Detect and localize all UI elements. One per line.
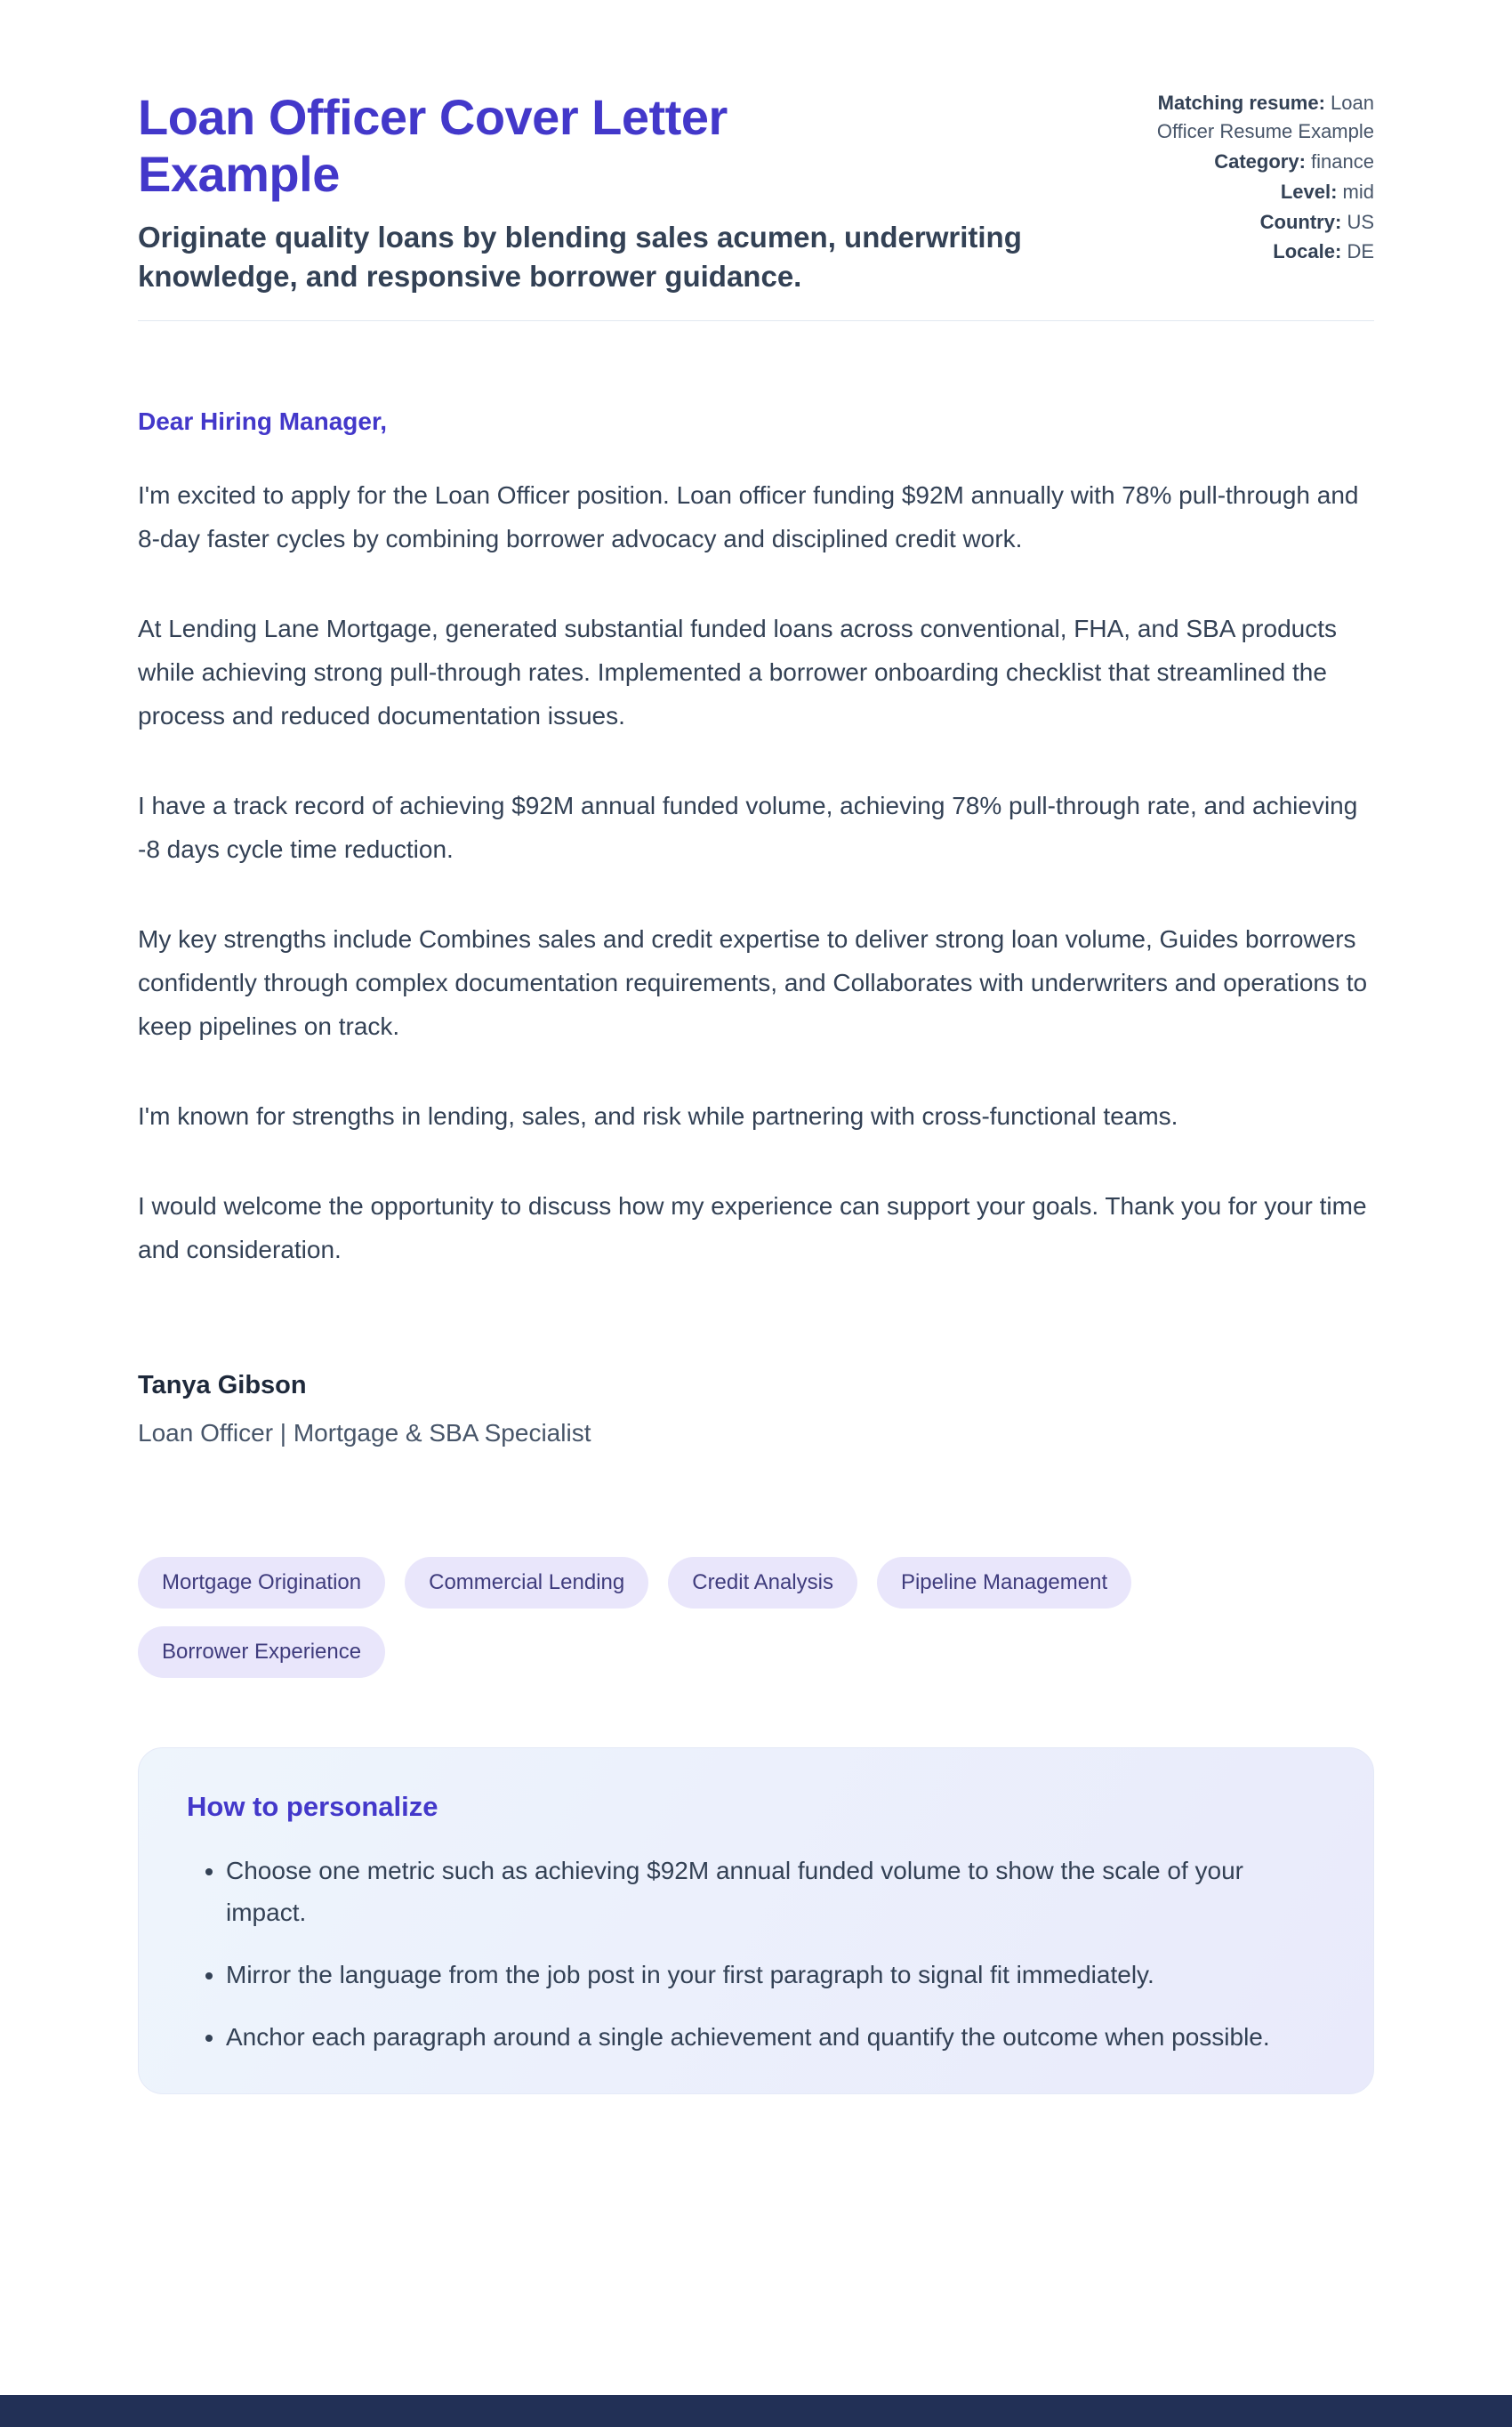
meta-value-locale: DE: [1347, 240, 1374, 263]
personalize-tip-list: [187, 1850, 1325, 2058]
meta-label-country: Country:: [1259, 210, 1342, 233]
tag-mortgage-origination: Mortgage Origination: [138, 1557, 385, 1609]
letter-paragraph-5: I'm known for strengths in lending, sales, and risk while partnering with cross-functional teams.: [138, 1101, 1178, 1130]
meta-value-category: finance: [1311, 149, 1374, 173]
tag-pipeline-management: Pipeline Management: [877, 1557, 1131, 1609]
meta-label-category: Category:: [1214, 149, 1306, 173]
tag-borrower-experience: Borrower Experience: [138, 1626, 385, 1678]
meta-label-level: Level:: [1280, 180, 1338, 203]
letter-body: [138, 399, 1374, 2094]
header-left: [138, 89, 1098, 297]
letter-paragraph-1: I'm excited to apply for the Loan Officer position. Loan officer funding $92M annually with 78% pull-through and 8-day faster cycles by combining borrower advocacy and disciplined credit work.: [138, 480, 1359, 552]
resume-meta: [1134, 89, 1374, 268]
letter-paragraph-2: At Lending Lane Mortgage, generated substantial funded loans across conventional, FHA, and SBA products while achieving strong pull-through rates. Implemented a borrower onboarding checklist that streamlined the process and reduced documentation issues.: [138, 614, 1337, 730]
meta-row-level: [1134, 178, 1374, 206]
personalize-tip-3: • Anchor each paragraph around a single achievement and quantify the outcome when possible.: [226, 2016, 1325, 2059]
signature-role: Loan Officer | Mortgage & SBA Specialist: [138, 1418, 591, 1447]
page-title: Loan Officer Cover Letter Example: [138, 89, 728, 203]
letter-paragraph-4: My key strengths include Combines sales and credit expertise to deliver strong loan volume, Guides borrowers confidently through complex documentation requirements, and Collaborates with underwriters and operations to keep pipelines on track.: [138, 924, 1368, 1040]
header: [138, 89, 1374, 297]
page-subtitle: Originate quality loans by blending sales acumen, underwriting knowledge, and responsive borrower guidance.: [138, 220, 1022, 294]
meta-value-matching-resume: Loan Officer Resume Example: [1156, 92, 1374, 142]
meta-label-matching-resume: Matching resume:: [1157, 92, 1325, 114]
tag-list: [138, 1557, 1205, 1678]
meta-label-locale: Locale:: [1273, 240, 1342, 263]
tag-credit-analysis: Credit Analysis: [668, 1557, 857, 1609]
meta-row-country: [1134, 208, 1374, 237]
meta-value-country: US: [1347, 210, 1374, 233]
meta-row-locale: [1134, 238, 1374, 266]
tag-commercial-lending: Commercial Lending: [405, 1557, 648, 1609]
content-container: [138, 0, 1374, 2094]
letter-paragraph-6: I would welcome the opportunity to discuss how my experience can support your goals. Thank you for your time and consideration.: [138, 1191, 1367, 1263]
header-divider: [138, 320, 1374, 321]
footer-bar: [0, 2395, 1512, 2427]
letter-paragraph-3: I have a track record of achieving $92M annual funded volume, achieving 78% pull-through rate, and achieving -8 days cycle time reduction.: [138, 791, 1358, 863]
meta-value-level: mid: [1342, 180, 1374, 203]
personalize-tip-1: • Choose one metric such as achieving $92M annual funded volume to show the scale of your impact.: [226, 1850, 1325, 1934]
signature-name: Tanya Gibson: [138, 1370, 307, 1399]
salutation: Dear Hiring Manager,: [138, 407, 388, 435]
personalize-title: How to personalize: [187, 1790, 438, 1822]
personalize-tip-2: • Mirror the language from the job post in your first paragraph to signal fit immediately.: [226, 1954, 1325, 1996]
meta-row-category: [1134, 148, 1374, 176]
signature-block: [138, 1369, 1374, 1450]
meta-row-matching-resume: [1134, 89, 1374, 146]
personalize-box: [138, 1747, 1374, 2094]
